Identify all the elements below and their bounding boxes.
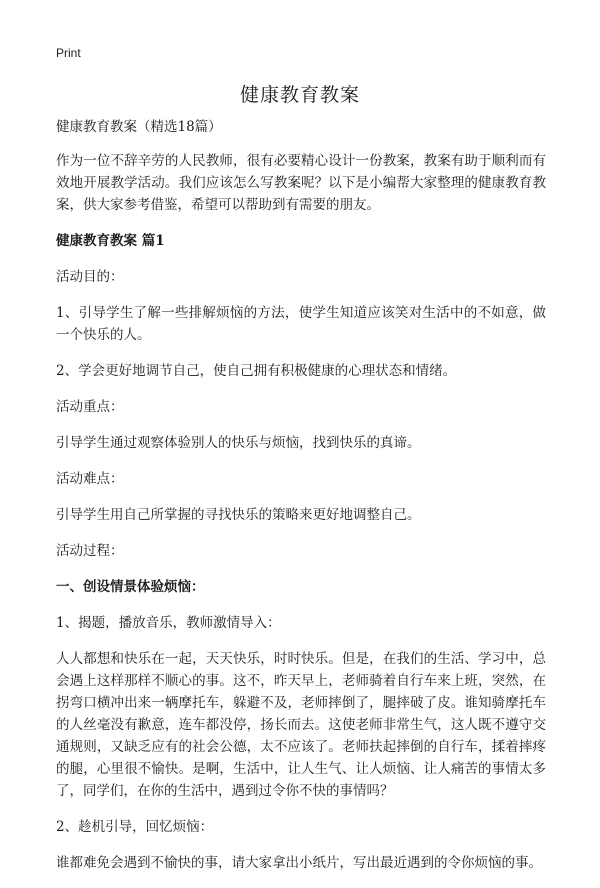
process-label: 活动过程： bbox=[56, 543, 124, 559]
section-heading: 健康教育教案 篇1 bbox=[56, 233, 165, 249]
document-subtitle: 健康教育教案（精选18篇） bbox=[56, 119, 222, 135]
page-title: 健康教育教案 bbox=[239, 84, 360, 106]
focus-label: 活动重点： bbox=[56, 399, 124, 415]
intro-paragraph: 作为一位不辞辛劳的人民教师，很有必要精心设计一份教案，教案有助于顺利而有效地开展教学活动。我们应该怎么写教案呢？以下是小编帮大家整理的健康教育教案，供大家参考借鉴，希望可以帮助到有需要的朋友。 bbox=[56, 153, 546, 213]
print-link[interactable]: Print bbox=[56, 46, 81, 60]
difficulty-text: 引导学生用自己所掌握的寻找快乐的策略来更好地调整自己。 bbox=[56, 507, 421, 523]
step-2-text: 谁都难免会遇到不愉快的事，请大家拿出小纸片，写出最近遇到的令你烦恼的事。 bbox=[56, 855, 542, 871]
step-2-label: 2、趁机引导，回忆烦恼： bbox=[56, 819, 214, 835]
document-body bbox=[56, 116, 546, 888]
goal-item-1: 1、引导学生了解一些排解烦恼的方法，使学生知道应该笑对生活中的不如意，做一个快乐的人。 bbox=[56, 305, 546, 343]
goal-item-2: 2、学会更好地调节自己，使自己拥有积极健康的心理状态和情绪。 bbox=[56, 363, 457, 379]
difficulty-label: 活动难点： bbox=[56, 471, 124, 487]
step-1-label: 1、揭题，播放音乐，教师激情导入： bbox=[56, 615, 281, 631]
part-one-heading: 一、创设情景体验烦恼： bbox=[56, 579, 205, 595]
step-1-text: 人人都想和快乐在一起，天天快乐，时时快乐。但是，在我们的生活、学习中，总会遇上这样那样不顺心的事。这不，昨天早上，老师骑着自行车来上班，突然，在拐弯口横冲出来一辆摩托车，躲避不及，老师摔倒了，腿摔破了皮。谁知骑摩托车的人丝毫没有歉意，连车都没停，扬长而去。这使老师非常生气，这人既不遵守交通规则，又缺乏应有的社会公德，太不应该了。老师扶起摔倒的自行车，揉着摔疼的腿，心里很不愉快。是啊，生活中，让人生气、让人烦恼、让人痛苦的事情太多了，同学们，在你的生活中，遇到过令你不快的事情吗？ bbox=[56, 651, 546, 799]
goal-label: 活动目的： bbox=[56, 269, 124, 285]
focus-text: 引导学生通过观察体验别人的快乐与烦恼，找到快乐的真谛。 bbox=[56, 435, 421, 451]
